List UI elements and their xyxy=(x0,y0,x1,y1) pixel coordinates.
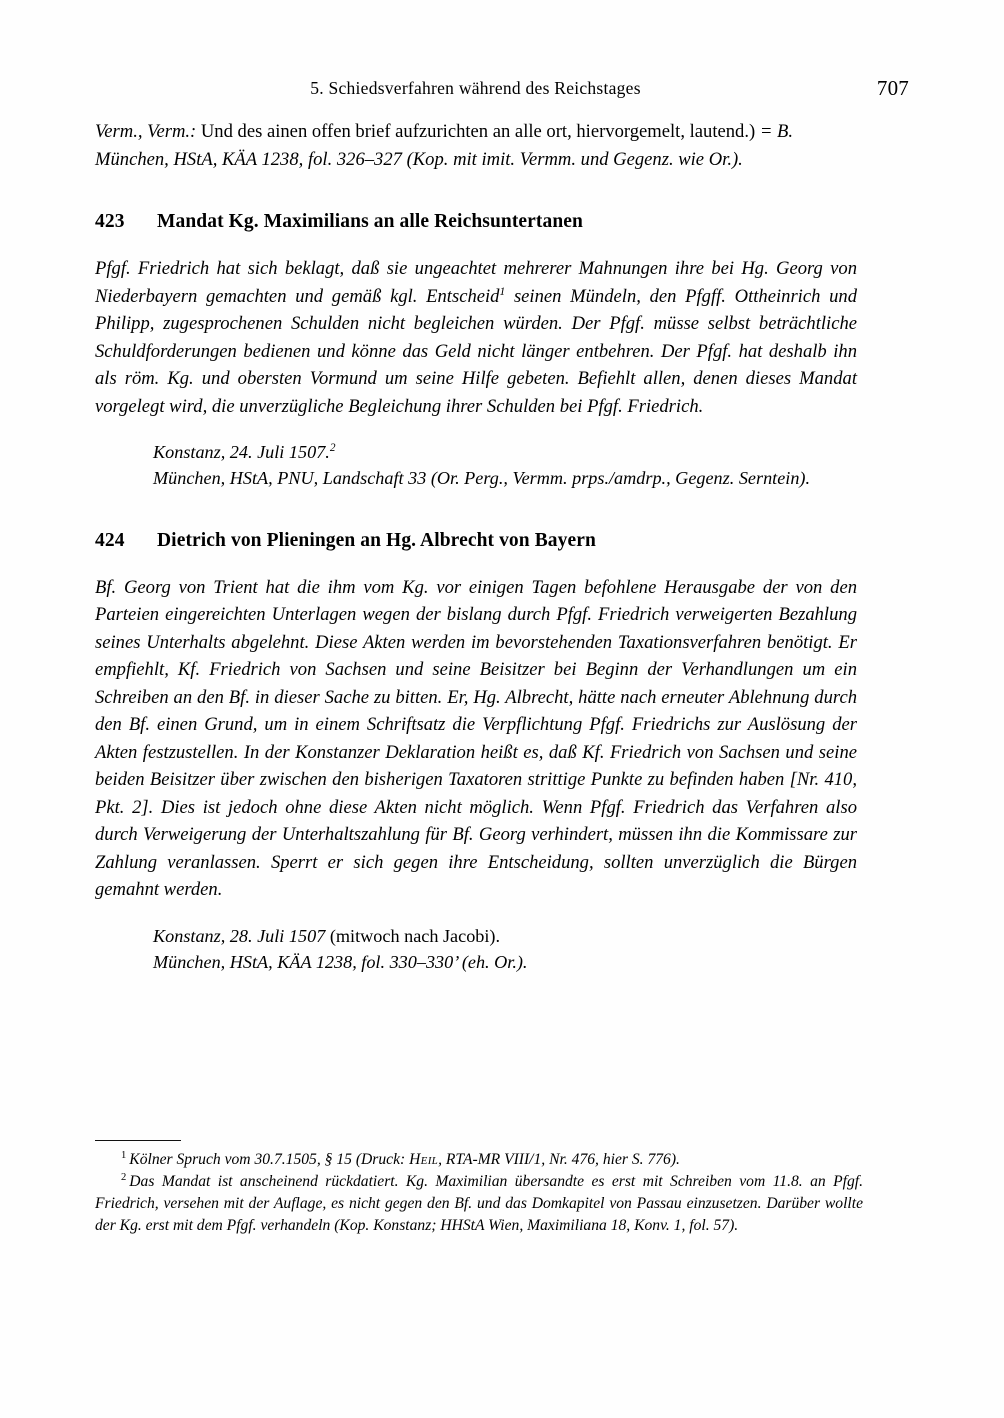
footnote-apparatus xyxy=(95,1140,863,1238)
document-source-424 xyxy=(153,924,857,976)
document-number: 423 xyxy=(95,211,125,233)
document-title: Dietrich von Plieningen an Hg. Albrecht von Bayern xyxy=(157,529,596,551)
document-heading-423 xyxy=(95,211,857,233)
footnote-1 xyxy=(95,1149,863,1171)
document-heading-424 xyxy=(95,530,857,552)
footnote-separator-rule xyxy=(95,1140,181,1141)
date-line xyxy=(153,440,857,466)
footnote-ref-2[interactable]: 2 xyxy=(329,442,336,455)
footnote-marker: 2 xyxy=(121,1171,127,1183)
regest-text-part2: seinen Mündeln, den Pfgff. Ottheinrich und Philipp, zugesprochenen Schulden nicht begleichen würden. Der Pfgf. müsse selbst beträchtliche Schuldforderungen bedienen und könne das Geld nicht länger entbehren. Der Pfgf. hat deshalb ihn als röm. Kg. und obersten Vormund um seine Hilfe gebeten. Befiehlt allen, denen dieses Mandat vorgelegt wird, die unverzügliche Begleichung ihrer Schulden bei Pfgf. Friedrich. xyxy=(95,285,857,417)
lead-verm-label: Verm., Verm.: xyxy=(95,121,197,142)
lead-paragraph xyxy=(95,118,857,173)
date-text: Konstanz, 28. Juli 1507 xyxy=(153,926,326,946)
footnote-author-smallcaps: Heil xyxy=(409,1151,439,1168)
footnote-text-after: , RTA-MR VIII/1, Nr. 476, hier S. 776). xyxy=(438,1151,680,1168)
footnote-2 xyxy=(95,1171,863,1237)
document-title: Mandat Kg. Maximilians an alle Reichsuntertanen xyxy=(157,211,584,233)
regest-text-part1: Pfgf. Friedrich hat sich beklagt, daß sie ungeachtet mehrerer Mahnungen ihre bei Hg. Georg von Niederbayern gemachten und gemäß kgl. Entscheid xyxy=(95,258,857,307)
date-text: Konstanz, 24. Juli 1507. xyxy=(153,442,330,463)
date-line xyxy=(153,924,857,950)
page-content xyxy=(95,118,857,976)
document-number: 424 xyxy=(95,529,125,551)
footnote-marker: 1 xyxy=(121,1149,127,1161)
document-source-423 xyxy=(153,440,857,492)
date-note: (mitwoch nach Jacobi). xyxy=(325,926,501,946)
lead-verm-text: Und des ainen offen brief aufzurichten an alle ort, hiervorgemelt, lautend.) xyxy=(196,121,756,142)
document-regest-424 xyxy=(95,574,857,904)
running-head-title: 5. Schiedsverfahren während des Reichstages xyxy=(310,78,641,98)
archive-line: München, HStA, KÄA 1238, fol. 330–330’ (eh. Or.). xyxy=(153,951,528,972)
footnote-text-before: Das Mandat ist anscheinend rückdatiert. Kg. Maximilian übersandte es erst mit Schreiben vom 11.8. an Pfgf. Friedrich, versehen mit der Auflage, es nicht gegen den Bf. und das Domkapitel von Passau einzusetzen. Darüber wollte der Kg. erst mit dem Pfgf. verhandeln (Kop. Konstanz; HHStA Wien, Maximiliana 18, Konv. 1, fol. 57). xyxy=(95,1173,863,1235)
archive-line: München, HStA, PNU, Landschaft 33 (Or. Perg., Vermm. prps./amdrp., Gegenz. Serntein). xyxy=(153,467,811,488)
footnote-text-before: Kölner Spruch vom 30.7.1505, § 15 (Druck: xyxy=(129,1151,410,1168)
footnote-ref-1[interactable]: 1 xyxy=(499,285,506,298)
page-number: 707 xyxy=(876,76,909,100)
regest-text-part1: Bf. Georg von Trient hat die ihm vom Kg. vor einigen Tagen befohlene Herausgabe der von den Parteien eingereichten Unterlagen wegen der bislang durch Pfgf. Friedrich verweigerten Bezahlung seines Unterhalts abgelehnt. Diese Akten werden im bevorstehenden Taxationsverfahren benötigt. Er empfiehlt, Kf. Friedrich von Sachsen und seine Beisitzer bei Beginn der Verhandlungen um ein Schreiben an den Bf. in dieser Sache zu bitten. Er, Hg. Albrecht, hätte nach erneuter Ablehnung durch den Bf. einen Grund, um in einem Schriftsatz die Verpflichtung Pfgf. Friedrichs zur Auslösung der Akten festzustellen. In der Konstanzer Deklaration heißt es, daß Kf. Friedrich von Sachsen und seine beiden Beisitzer über zwischen den bisherigen Taxatoren strittige Punkte zu befinden haben [Nr. 410, Pkt. 2]. Dies ist jedoch ohne diese Akten nicht möglich. Wenn Pfgf. Friedrich das Verfahren also durch Verweigerung der Unterhaltszahlung für Bf. Georg verhindert, müssen ihn die Kommissare zur Zahlung veranlassen. Sperrt er sich gegen ihre Entscheidung, sollten unverzüglich die Bürgen gemahnt werden. xyxy=(95,576,857,901)
lead-archive-line: = B. München, HStA, KÄA 1238, fol. 326–327 (Kop. mit imit. Vermm. und Gegenz. wie Or.). xyxy=(95,121,794,170)
document-regest-423 xyxy=(95,255,857,420)
running-head xyxy=(95,78,856,104)
